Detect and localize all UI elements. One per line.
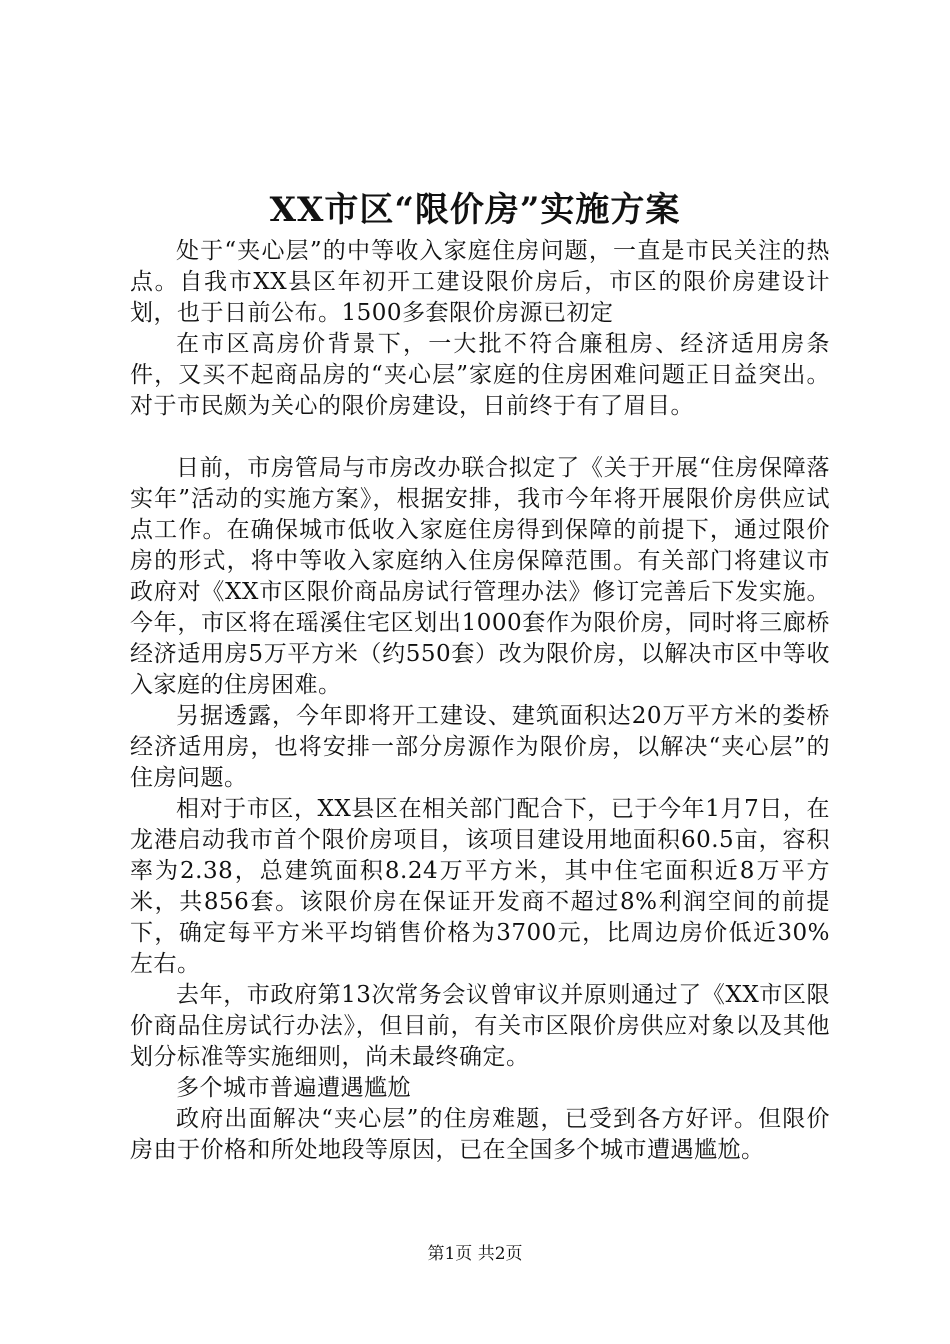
- paragraph-gap: [130, 422, 830, 453]
- paragraph-intro: 处于“夹心层”的中等收入家庭住房问题，一直是市民关注的热点。自我市XX县区年初开工建设限价房后，市区的限价房建设计划，也于日前公布。1500多套限价房源已初定: [130, 238, 830, 326]
- document-body: [130, 236, 830, 1166]
- paragraph-county: 相对于市区，XX县区在相关部门配合下，已于今年1月7日，在龙港启动我市首个限价房项目，该项目建设用地面积60.5亩，容积率为2.38，总建筑面积8.24万平方米，其中住宅面积近8万平方米，共856套。该限价房在保证开发商不超过8%利润空间的前提下，确定每平方米平均销售价格为3700元，比周边房价低近30%左右。: [130, 796, 830, 977]
- paragraph-closing: 政府出面解决“夹心层”的住房难题，已受到各方好评。但限价房由于价格和所处地段等原因，已在全国多个城市遭遇尴尬。: [130, 1106, 830, 1163]
- section-subheading: 多个城市普遍遭遇尴尬: [176, 1075, 411, 1101]
- paragraph-louqiao: 另据透露，今年即将开工建设、建筑面积达20万平方米的娄桥经济适用房，也将安排一部分房源作为限价房，以解决“夹心层”的住房问题。: [130, 703, 830, 791]
- document-title: XX市区“限价房”实施方案: [269, 190, 681, 230]
- paragraph-plan: 日前，市房管局与市房改办联合拟定了《关于开展“住房保障落实年”活动的实施方案》，根据安排，我市今年将开展限价房供应试点工作。在确保城市低收入家庭住房得到保障的前提下，通过限价房的形式，将中等收入家庭纳入住房保障范围。有关部门将建议市政府对《XX市区限价商品房试行管理办法》修订完善后下发实施。今年，市区将在瑶溪住宅区划出1000套作为限价房，同时将三廊桥经济适用房5万平方米（约550套）改为限价房，以解决市区中等收入家庭的住房困难。: [130, 455, 830, 698]
- paragraph-last-year: 去年，市政府第13次常务会议曾审议并原则通过了《XX市区限价商品住房试行办法》，但目前，有关市区限价房供应对象以及其他划分标准等实施细则，尚未最终确定。: [130, 982, 830, 1070]
- paragraph-background: 在市区高房价背景下，一大批不符合廉租房、经济适用房条件，又买不起商品房的“夹心层”家庭的住房困难问题正日益突出。对于市民颇为关心的限价房建设，日前终于有了眉目。: [130, 331, 830, 419]
- page-number-footer: 第1页 共2页: [427, 1244, 523, 1264]
